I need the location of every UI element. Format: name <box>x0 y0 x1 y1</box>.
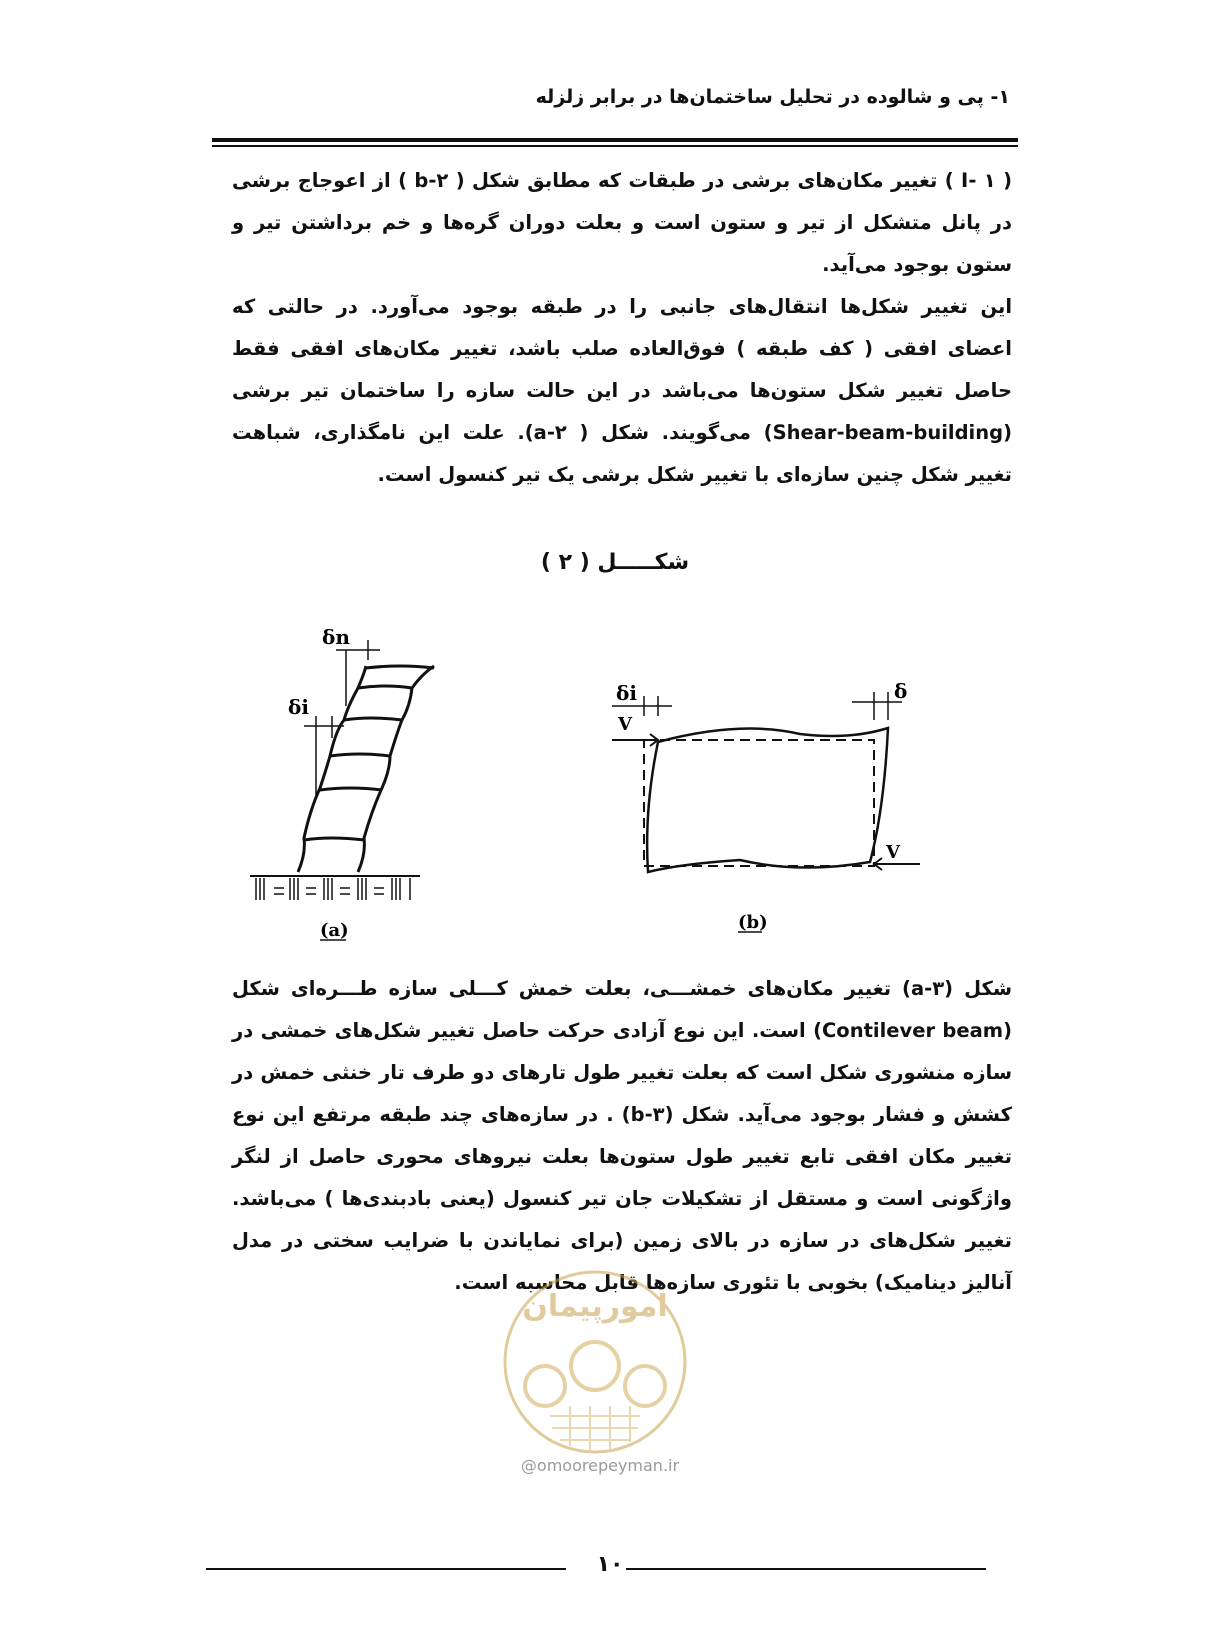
delta-i-b-label: δi <box>616 681 637 705</box>
running-header: ۱- پی و شالوده در تحلیل ساختمان‌ها در برابر زلزله <box>535 86 1010 108</box>
paragraph-2-text: شکل (۳-a) تغییر مکان‌های خمشـــی، بعلت خمش کـــلی سازه طـــره‌ای شکل (Contilever beam) است. این نوع آزادی حرکت حاصل تغییر شکل‌های خمشی در سازه منشوری شکل است که بعلت تغییر طول تارهای دو طرف تار خنثی خمش در کشش و فشار بوجود می‌آید. شکل (۳-b) . در سازه‌های چند طبقه مرتفع این نوع تغییر مکان افقی تابع تغییر طول ستون‌ها بعلت نیروهای محوری حاصل از لنگر واژگونی است و مستقل از تشکیلات جان تیر کنسول (یعنی بادبندی‌ها ) می‌باشد. تغییر شکل‌های در سازه در بالای زمین (برای نمایاندن با ضرایب سختی در مدل آنالیز دینامیک) بخوبی با تئوری سازه‌ها قابل محاسبه است. <box>232 977 1013 1294</box>
force-v-bottom-label: V <box>886 842 900 863</box>
floor-2 <box>320 788 382 790</box>
original-panel <box>644 740 874 866</box>
footer-rule-right <box>626 1568 986 1570</box>
delta-n-label: δn <box>322 625 350 649</box>
watermark-logo <box>490 1266 700 1456</box>
floor-5 <box>358 686 412 688</box>
floor-4 <box>344 718 402 720</box>
deformed-panel <box>647 728 888 872</box>
figure-2-diagram <box>240 610 960 950</box>
ground-hatch <box>250 876 420 900</box>
roof <box>366 666 434 668</box>
delta-b-label: δ <box>894 679 908 703</box>
subfigure-b-label: (b) <box>738 912 768 933</box>
paragraph-1-part-1: ( ۱ -I ) تغییر مکان‌های برشی در طبقات که مطابق شکل ( ۲-b ) از اعوجاج برشی در پانل متشکل از تیر و ستون است و بعلت دوران گره‌ها و خم برداشتن تیر و ستون بوجود می‌آید. <box>232 169 1012 276</box>
right-column <box>358 666 434 872</box>
force-v-top-arrow <box>612 734 658 746</box>
paragraph-2 <box>232 968 1012 1304</box>
shear-panel-sketch <box>612 692 920 872</box>
paragraph-1-part-2: این تغییر شکل‌ها انتقال‌های جانبی را در طبقه بوجود می‌آورد. در حالتی که اعضای افقی ( کف طبقه ) فوق‌العاده صلب باشد، تغییر مکان‌های افقی فقط حاصل تغییر شکل ستون‌ها می‌باشد در این حالت سازه را ساختمان تیر برشی (Shear-beam-building) می‌گویند. شکل ( ۲-a). علت این نامگذاری، شباهت تغییر شکل چنین سازه‌ای با تغییر شکل برشی یک تیر کنسول است. <box>232 295 1012 486</box>
page-number: ۱۰ <box>596 1552 624 1577</box>
watermark-logo-text: امورپیمان <box>522 1289 668 1324</box>
force-v-top-label: V <box>618 714 632 735</box>
floor-1 <box>304 838 364 840</box>
watermark-url: @omoorepeyman.ir <box>520 1456 680 1475</box>
footer-rule-left <box>206 1568 566 1570</box>
header-rule-thick <box>212 138 1018 142</box>
delta-i-label: δi <box>288 695 309 719</box>
subfigure-a-label: (a) <box>320 920 349 941</box>
figure-caption: شکـــــل ( ۲ ) <box>540 550 690 575</box>
header-rule-thin <box>212 145 1018 147</box>
floor-3 <box>330 754 390 756</box>
shear-building-sketch <box>298 666 434 872</box>
paragraph-1 <box>232 160 1012 496</box>
